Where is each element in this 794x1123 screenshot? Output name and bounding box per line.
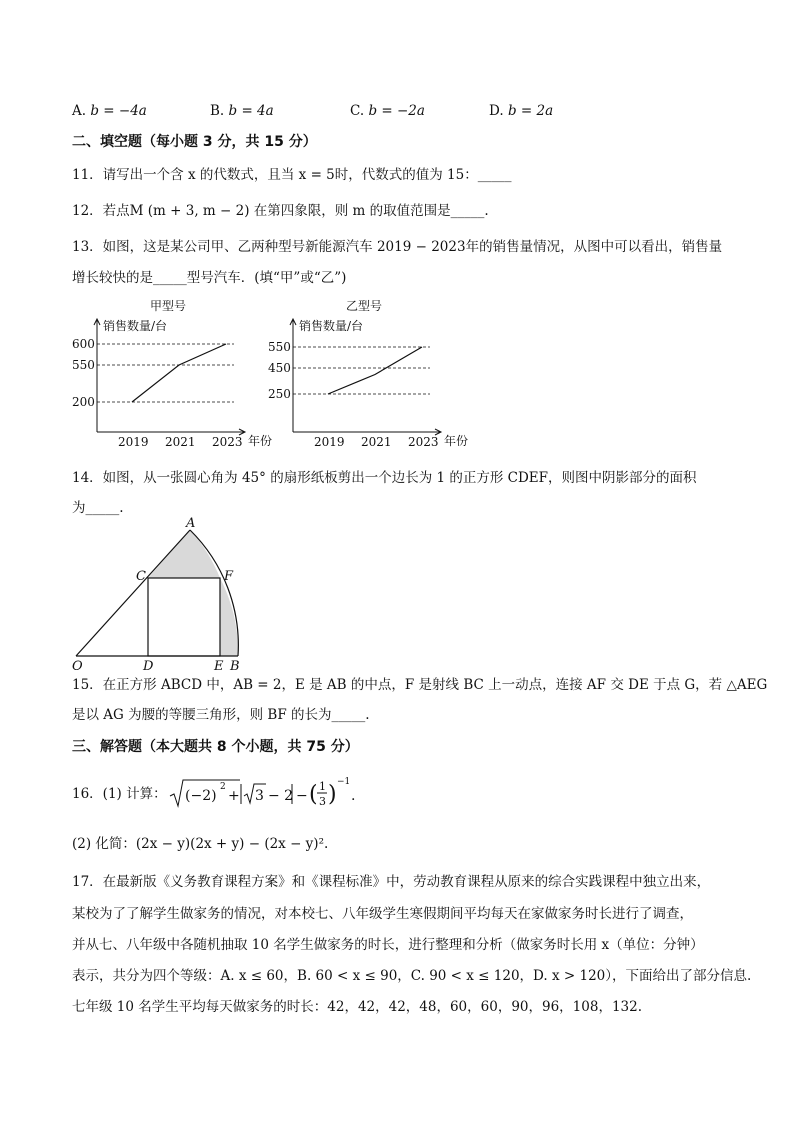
question-13-line2: 增长较快的是_____型号汽车．(填“甲”或“乙”) [72, 270, 347, 286]
label-d: D [143, 659, 154, 674]
svg-text:−: − [296, 788, 308, 804]
question-14-line2: 为_____. [72, 500, 124, 516]
svg-text:1: 1 [319, 780, 326, 793]
question-17-line1: 17．在最新版《义务教育课程方案》和《课程标准》中，劳动教育课程从原来的综合实践课程中独立出来， [72, 874, 711, 890]
question-17-line5: 七年级 10 名学生平均每天做家务的时长：42，42，42，48，60，60，90，96，108，132. [72, 999, 643, 1015]
question-17-line2: 某校为了了解学生做家务的情况，对本校七、八年级学生寒假期间平均每天在家做家务时长进行了调查， [72, 906, 693, 922]
y-axis-label: 销售数量/台 [103, 319, 168, 333]
svg-text:3: 3 [255, 788, 264, 804]
question-13-line1: 13．如图，这是某公司甲、乙两种型号新能源汽车 2019 − 2023年的销售量情况，从图中可以看出，销售量 [72, 239, 723, 255]
question-17-line3: 并从七、八年级中各随机抽取 10 名学生做家务的时长，进行整理和分析（做家务时长用 x（单位：分钟） [72, 937, 704, 953]
question-16-part1: 16．(1) 计算： [72, 786, 167, 802]
svg-text:.: . [351, 788, 356, 804]
question-15-line1: 15．在正方形 ABCD 中，AB = 2，E 是 AB 的中点，F 是射线 BC 上一动点，连接 AF 交 DE 于点 G，若 △AEG [72, 677, 768, 693]
x-tick-label-2021: 2021 [361, 435, 392, 449]
question-15-line2: 是以 AG 为腰的等腰三角形，则 BF 的长为_____. [72, 707, 370, 723]
svg-text:(−2): (−2) [185, 788, 217, 804]
option-b: B. b = 4a [210, 103, 274, 119]
y-axis-label: 销售数量/台 [299, 319, 364, 333]
svg-text:+: + [228, 788, 240, 804]
svg-text:(: ( [309, 782, 318, 807]
figure-14-sector [70, 516, 270, 674]
option-c: C. b = −2a [350, 103, 425, 119]
svg-text:3: 3 [319, 795, 326, 808]
y-tick-label-600: 600 [72, 337, 95, 351]
q16-formula [168, 772, 368, 812]
sales-line [132, 344, 226, 402]
y-tick-label-200: 200 [72, 395, 95, 409]
option-d: D. b = 2a [489, 103, 554, 119]
x-tick-label-2019: 2019 [314, 435, 345, 449]
option-a: A. b = −4a [72, 103, 147, 119]
section-3-title: 三、解答题（本大题共 8 个小题，共 75 分） [72, 739, 359, 755]
label-c: C [136, 569, 146, 584]
svg-text:2: 2 [220, 782, 226, 792]
x-tick-label-2021: 2021 [165, 435, 196, 449]
sales-line [328, 347, 422, 394]
question-16-part2: (2) 化简：(2x − y)(2x + y) − (2x − y)². [72, 836, 329, 852]
y-tick-label-450: 450 [268, 361, 291, 375]
label-f: F [224, 569, 234, 584]
x-axis-label: 年份 [444, 434, 469, 448]
label-b: B [230, 659, 240, 674]
square-cdef [148, 578, 220, 656]
x-tick-label-2023: 2023 [212, 435, 243, 449]
svg-text:): ) [328, 782, 337, 807]
label-o: O [72, 659, 83, 674]
chart-title: 乙型号 [346, 299, 383, 313]
y-tick-label-550: 550 [268, 340, 291, 354]
y-tick-label-550: 550 [72, 358, 95, 372]
chart-type-a [72, 296, 273, 449]
question-12: 12．若点M (m + 3, m − 2) 在第四象限，则 m 的取值范围是_____. [72, 203, 489, 219]
label-a: A [186, 516, 196, 531]
svg-text:−1: −1 [337, 777, 351, 787]
x-axis-label: 年份 [248, 434, 273, 448]
radius-oa [76, 530, 190, 656]
question-17-line4: 表示，共分为四个等级：A. x ≤ 60，B. 60 < x ≤ 90，C. 90 < x ≤ 120，D. x > 120），下面给出了部分信息. [72, 968, 752, 984]
chart-title: 甲型号 [150, 299, 187, 313]
svg-text:− 2: − 2 [268, 788, 294, 804]
section-2-title: 二、填空题（每小题 3 分，共 15 分） [72, 134, 317, 150]
y-tick-label-250: 250 [268, 387, 291, 401]
x-tick-label-2023: 2023 [408, 435, 439, 449]
question-11: 11．请写出一个含 x 的代数式，且当 x = 5时，代数式的值为 15：_____ [72, 167, 512, 183]
label-e: E [214, 659, 224, 674]
x-tick-label-2019: 2019 [118, 435, 149, 449]
chart-type-b [268, 296, 469, 449]
question-14-line1: 14．如图，从一张圆心角为 45° 的扇形纸板剪出一个边长为 1 的正方形 CDEF，则图中阴影部分的面积 [72, 470, 697, 486]
